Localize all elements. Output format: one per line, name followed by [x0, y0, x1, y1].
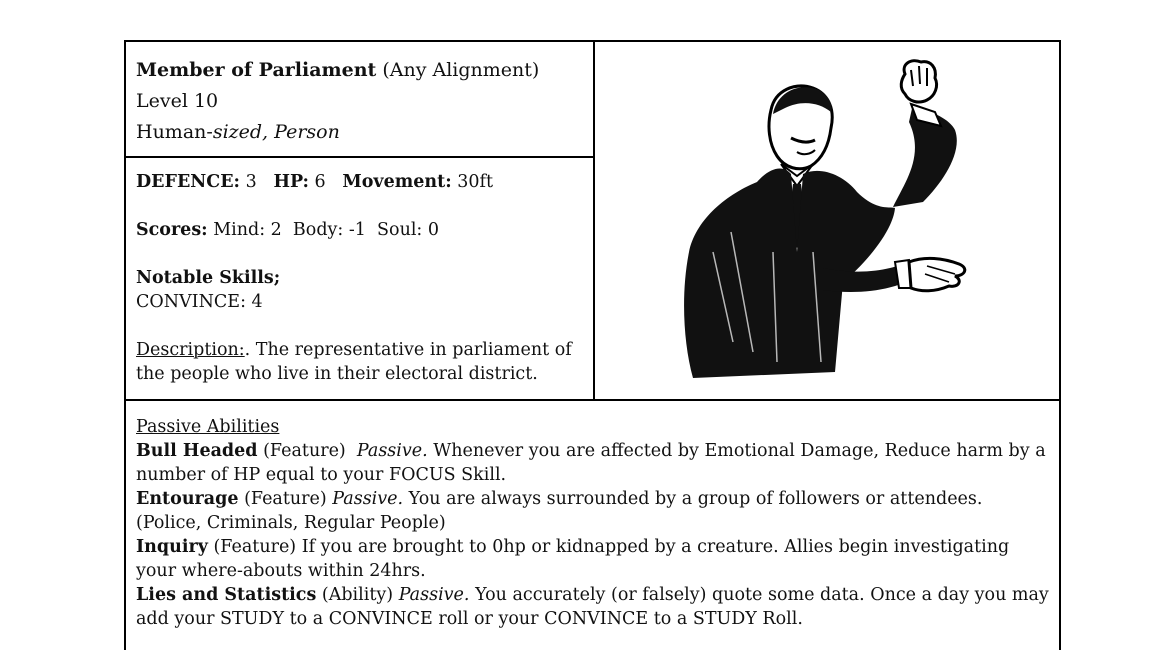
ability-tag: Passive. — [332, 489, 404, 509]
ability-tag: Passive. — [398, 585, 470, 605]
creature-name: Member of Parliament — [136, 59, 377, 81]
creature-size-type — [136, 117, 593, 148]
size-italic: sized, — [212, 121, 269, 143]
passive-abilities-section — [126, 399, 1059, 631]
skills-value: CONVINCE: 4 — [136, 292, 263, 312]
ability-text: Whenever you are affected by Emotional Damage, Reduce harm by a number of HP equal to your FOCUS Skill. — [136, 441, 1046, 485]
ability-name: Entourage — [136, 489, 239, 509]
ability-entry — [136, 583, 1049, 631]
core-stats-line — [136, 170, 583, 194]
ability-name: Inquiry — [136, 537, 208, 557]
ability-tag: Passive. — [356, 441, 428, 461]
creature-type: Person — [274, 121, 340, 143]
scores-line — [136, 218, 583, 242]
identity-section — [126, 42, 593, 158]
ability-kind: (Feature) — [263, 441, 346, 461]
left-column — [126, 42, 595, 399]
description-label: Description: — [136, 340, 245, 360]
ability-text: You are always surrounded by a group of followers or attendees. (Police, Criminals, Regular People) — [136, 489, 983, 533]
movement-label: Movement: — [342, 172, 452, 192]
ability-entry — [136, 487, 1049, 535]
skills-label — [136, 266, 583, 290]
movement-value: 30ft — [457, 172, 494, 192]
ability-entry — [136, 535, 1049, 583]
description-line — [136, 338, 583, 386]
ability-name: Bull Headed — [136, 441, 258, 461]
stats-section — [126, 158, 593, 386]
hp-value: 6 — [314, 172, 326, 192]
size-prefix: Human- — [136, 121, 213, 143]
ability-text: If you are brought to 0hp or kidnapped by a creature. Allies begin investigating your where-abouts within 24hrs. — [136, 537, 1010, 581]
passive-heading-text: Passive Abilities — [136, 417, 280, 437]
creature-level: Level 10 — [136, 90, 219, 112]
passive-heading — [136, 415, 1049, 439]
ability-name: Lies and Statistics — [136, 585, 317, 605]
ability-entry — [136, 439, 1049, 487]
scores-value: Mind: 2 Body: -1 Soul: 0 — [213, 220, 440, 240]
stat-block-card — [124, 40, 1061, 650]
ability-kind: (Feature) — [244, 489, 327, 509]
description-text: . The representative in parliament of the people who live in their electoral district. — [136, 340, 572, 384]
ability-kind: (Feature) — [213, 537, 297, 557]
orator-man-illustration — [673, 52, 973, 387]
skills-label-text: Notable Skills; — [136, 268, 281, 288]
hp-label: HP: — [273, 172, 309, 192]
creature-title-line — [136, 55, 593, 86]
defence-value: 3 — [245, 172, 257, 192]
illustration-panel — [595, 42, 1061, 399]
defence-label: DEFENCE: — [136, 172, 241, 192]
ability-text: You accurately (or falsely) quote some data. Once a day you may add your STUDY to a CONVINCE roll or your CONVINCE to a STUDY Roll. — [136, 585, 1049, 629]
scores-label: Scores: — [136, 220, 208, 240]
creature-alignment: (Any Alignment) — [382, 59, 540, 81]
ability-kind: (Ability) — [321, 585, 394, 605]
